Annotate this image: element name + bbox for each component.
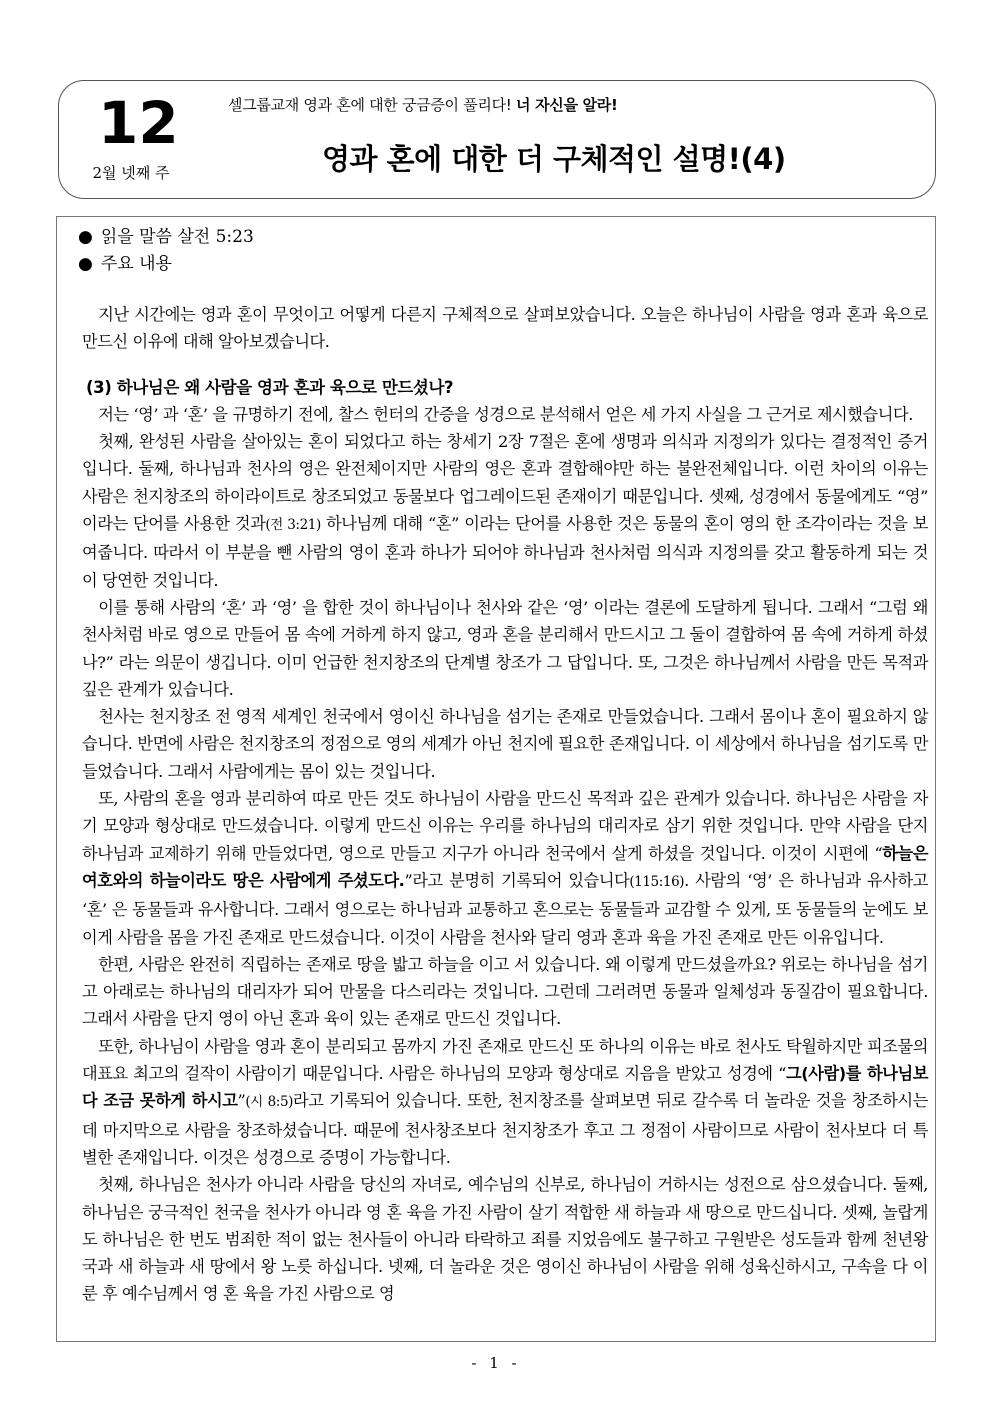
page-number: - 1 - bbox=[471, 1354, 521, 1372]
paragraph-8: 첫째, 하나님은 천사가 아니라 사람을 당신의 자녀로, 예수님의 신부로, 하나님이 거하시는 성전으로 삼으셨습니다. 둘째, 하나님은 궁극적인 천국을 천사가 아니라 영 혼 육을 가진 사람이 살기 적합한 새 하늘과 새 땅으로 만드십니다. 셋째, 놀랍게도 하나님은 한 번도 범죄한 적이 없는 천사들이 아니라 타락하고 죄를 지었음에도 불구하고 구원받은 성도들과 함께 천년왕국과 새 하늘과 새 땅에서 왕 노릇 하십니다. 넷째, 더 놀라운 것은 영이신 하나님이 사람을 위해 성육신하시고, 구속을 다 이룬 후 예수님께서 영 혼 육을 가진 사람으로 영 bbox=[82, 1175, 928, 1304]
main-label: 주요 내용 bbox=[100, 254, 172, 274]
paragraph-6: 한편, 사람은 완전히 직립하는 존재로 땅을 밟고 하늘을 이고 서 있습니다. 왜 이렇게 만드셨을까요? 위로는 하나님을 섬기고 아래로는 하나님의 대리자가 되어 만물을 다스리라는 것입니다. 그런데 그러려면 동물과 일체성과 동질감이 필요합니다. 그래서 사람을 단지 영이 아닌 혼과 육이 있는 존재로 만드신 것입니다. bbox=[82, 954, 928, 1029]
page-title: 영과 혼에 대한 더 구체적인 설명!(4) bbox=[322, 142, 786, 176]
week-label: 2월 넷째 주 bbox=[92, 164, 170, 182]
paragraph-7-part-b: ” bbox=[237, 1091, 246, 1111]
paragraph-7 bbox=[82, 1033, 928, 1171]
reading-ref: 살전 5:23 bbox=[177, 227, 254, 247]
reading-label: 읽을 말씀 bbox=[100, 227, 172, 247]
series-title bbox=[228, 95, 617, 115]
lesson-number: 12 bbox=[98, 89, 179, 157]
paragraph-7-part-c: 라고 기록되어 있습니다. 또한, 천지창조를 살펴보면 뒤로 갈수록 더 놀라운 것을 창조하시는데 마지막으로 사람을 창조하셨습니다. 때문에 천사창조보다 천지창조가 후고 그 정점이 사람이므로 사람이 천사보다 더 특별한 존재입니다. 이것은 성경으로 증명이 가능합니다. bbox=[82, 1091, 929, 1167]
series-bold: 너 자신을 알라! bbox=[515, 96, 618, 114]
paragraph-2 bbox=[82, 428, 928, 594]
paragraph-5-part-c: . 사람의 ‘영’ 은 하나님과 유사하고 ‘혼’ 은 동물들과 유사합니다. 그래서 영으로는 하나님과 교통하고 혼으로는 동물들과 교감할 수 있게, 또 동물들의 눈에도 보이게 사람을 몸을 가진 존재로 만드셨습니다. 이것이 사람을 천사와 달리 영과 혼과 육을 가진 존재로 만든 이유입니다. bbox=[82, 870, 928, 947]
bullet-icon: ● bbox=[78, 254, 93, 274]
scripture-ref: (전 3:21) bbox=[265, 517, 321, 534]
body-text bbox=[82, 301, 928, 1308]
series-prefix: 셀그룹교재 영과 혼에 대한 궁금증이 풀리다! bbox=[228, 96, 516, 114]
paragraph-5 bbox=[82, 785, 928, 951]
bold-quote: 하늘은 여호와의 하늘이라도 땅은 사람에게 주셨도다. bbox=[82, 843, 928, 890]
bullet-icon: ● bbox=[78, 227, 93, 247]
main-content-line bbox=[78, 253, 172, 275]
paragraph-2-part-b: 하나님께 대해 “혼” 이라는 단어를 사용한 것은 동물의 혼이 영의 한 조각이라는 것을 보여줍니다. 따라서 이 부분을 뺀 사람의 영이 혼과 하나가 되어야 하나님과 천사처럼 의식과 지정의를 갖고 활동하게 되는 것이 당연한 것입니다. bbox=[82, 514, 929, 590]
paragraph-2-part-a: 첫째, 완성된 사람을 살아있는 혼이 되었다고 하는 창세기 2장 7절은 혼에 생명과 의식과 지정의가 있다는 결정적인 증거입니다. 둘째, 하나님과 천사의 영은 완전체이지만 사람의 영은 혼과 결합해야만 하는 불완전체입니다. 이런 차이의 이유는 사람은 천지창조의 하이라이트로 창조되었고 동물보다 업그레이드된 존재이기 때문입니다. 셋째, 성경에서 동물에게도 “영” 이라는 단어를 사용한 것과 bbox=[82, 432, 928, 534]
paragraph-4: 천사는 천지창조 전 영적 세계인 천국에서 영이신 하나님을 섬기는 존재로 만들었습니다. 그래서 몸이나 혼이 필요하지 않습니다. 반면에 사람은 천지창조의 정점으로 영의 세계가 아닌 천지에 필요한 존재입니다. 이 세상에서 하나님을 섬기도록 만들었습니다. 그래서 사람에게는 몸이 있는 것입니다. bbox=[82, 707, 928, 781]
paragraph-7-part-a: 또한, 하나님이 사람을 영과 혼이 분리되고 몸까지 가진 존재로 만드신 또 하나의 이유는 바로 천사도 탁월하지만 피조물의 대표요 최고의 걸작이 사람이기 때문입니다. 사람은 하나님의 모양과 형상대로 지음을 받았고 성경에 “ bbox=[82, 1036, 928, 1084]
paragraph-1: 저는 ‘영’ 과 ‘혼’ 을 규명하기 전에, 찰스 헌터의 간증을 성경으로 분석해서 얻은 세 가지 사실을 그 근거로 제시했습니다. bbox=[98, 404, 913, 424]
reading-line bbox=[78, 226, 254, 248]
section-heading: (3) 하나님은 왜 사람을 영과 혼과 육으로 만드셨나? bbox=[86, 377, 454, 397]
scripture-ref: (115:16) bbox=[629, 873, 685, 890]
bold-quote: 그(사람)를 하나님보다 조금 못하게 하시고 bbox=[82, 1064, 928, 1111]
paragraph-3: 이를 통해 사람의 ‘혼’ 과 ‘영’ 을 합한 것이 하나님이나 천사와 같은 ‘영’ 이라는 결론에 도달하게 됩니다. 그래서 “그럼 왜 천사처럼 바로 영으로 만들어 몸 속에 거하게 하지 않고, 영과 혼을 분리해서 만드시고 그 둘이 결합하여 몸 속에 거하게 하셨나?” 라는 의문이 생깁니다. 이미 언급한 천지창조의 단계별 창조가 그 답입니다. 또, 그것은 하나님께서 사람을 만든 목적과 깊은 관계가 있습니다. bbox=[82, 597, 928, 699]
paragraph-5-part-a: 또, 사람의 혼을 영과 분리하여 따로 만든 것도 하나님이 사람을 만드신 목적과 깊은 관계가 있습니다. 하나님은 사람을 자기 모양과 형상대로 만드셨습니다. 이렇게 만드신 이유는 우리를 하나님의 대리자로 삼기 위한 것입니다. 만약 사람을 단지 하나님과 교제하기 위해 만들었다면, 영으로 만들고 지구가 아니라 천국에서 살게 하셨을 것입니다. 이것이 시편에 “ bbox=[82, 789, 928, 863]
intro-paragraph: 지난 시간에는 영과 혼이 무엇이고 어떻게 다른지 구체적으로 살펴보았습니다. 오늘은 하나님이 사람을 영과 혼과 육으로 만드신 이유에 대해 알아보겠습니다. bbox=[82, 305, 928, 352]
scripture-ref: (시 8:5) bbox=[245, 1094, 294, 1111]
paragraph-5-part-b: ”라고 분명히 기록되어 있습니다 bbox=[404, 870, 630, 890]
